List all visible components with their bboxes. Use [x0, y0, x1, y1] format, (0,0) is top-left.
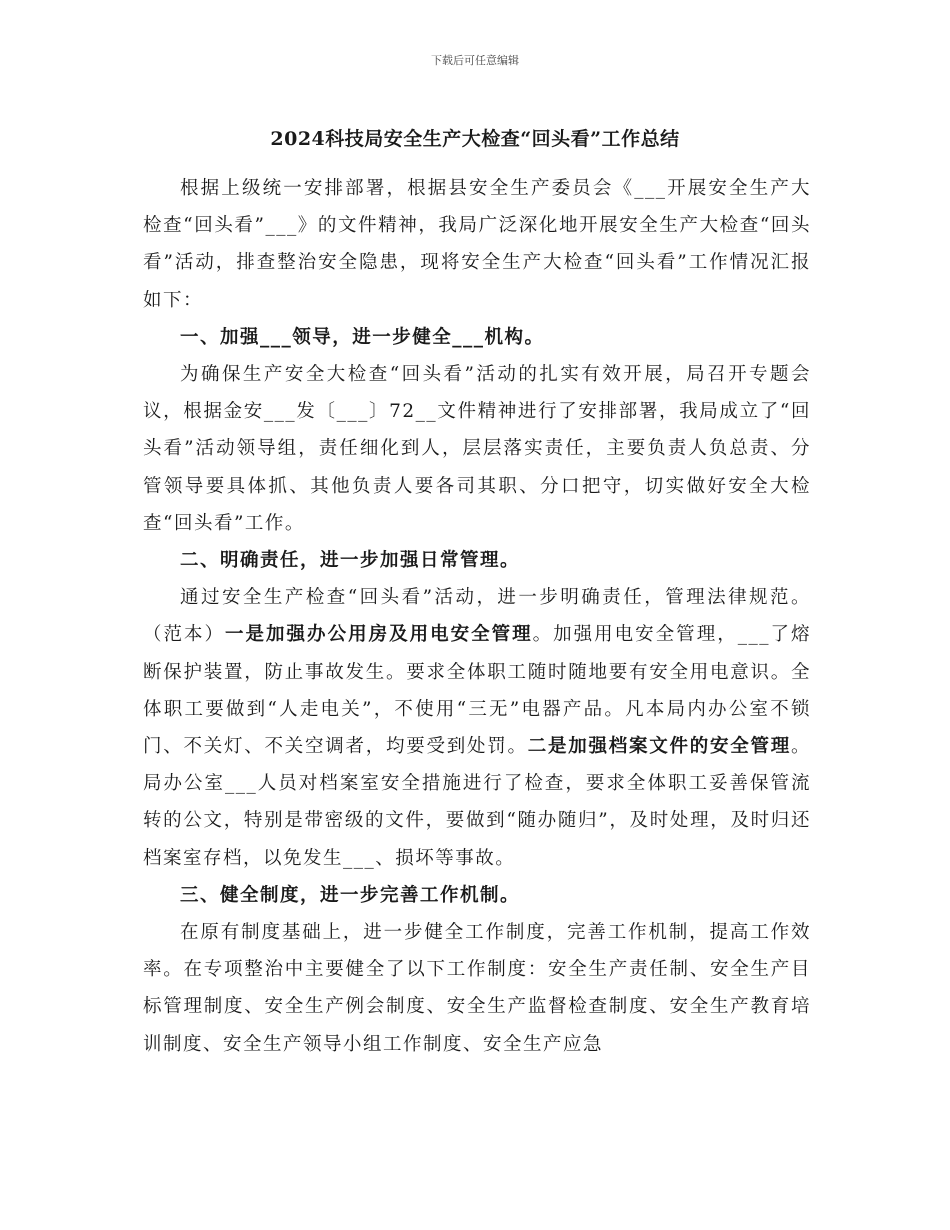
section-heading-2: 二、明确责任，进一步加强日常管理。 [180, 550, 521, 572]
intro-paragraph: 根据上级统一安排部署，根据县安全生产委员会《___开展安全生产大检查“回头看”___》的文件精神，我局广泛深化地开展安全生产大检查“回头看”活动，排查整治安全隐患，现将安全生产大检查“回头看”工作情况汇报如下： [143, 178, 811, 311]
section-heading-3: 三、健全制度，进一步完善工作机制。 [180, 884, 521, 906]
point-one-bold-text: 一是加强办公用房及用电安全管理 [225, 624, 533, 646]
section-2-paragraph [143, 579, 811, 877]
document-body [143, 170, 811, 1063]
section-3-paragraph: 在原有制度基础上，进一步健全工作制度，完善工作机制，提高工作效率。在专项整治中主要健全了以下工作制度：安全生产责任制、安全生产目标管理制度、安全生产例会制度、安全生产监督检查制度、安全生产教育培训制度、安全生产领导小组工作制度、安全生产应急 [143, 922, 811, 1055]
page-header-note: 下载后可任意编辑 [431, 54, 519, 67]
section-1-paragraph: 为确保生产安全大检查“回头看”活动的扎实有效开展，局召开专题会议，根据金安___发〔___〕72__文件精神进行了安排部署，我局成立了“回头看”活动领导组，责任细化到人，层层落实责任，主要负责人负总责、分管领导要具体抓、其他负责人要各司其职、分口把守，切实做好安全大检查“回头看”工作。 [143, 364, 811, 534]
point-two-bold-text: 二是加强档案文件的安全管理 [527, 736, 791, 758]
point-two-text: 。局办公室___人员对档案室安全措施进行了检查，要求全体职工妥善保管流转的公文，特别是带密级的文件，要做到“随办随归”，及时处理，及时归还档案室存档，以免发生___、损坏等事故。 [143, 736, 811, 869]
point-one-text: 。加强用电安全管理，___了熔断保护装置，防止事故发生。要求全体职工随时随地要有安全用电意识。全体职工要做到“人走电关”，不使用“三无”电器产品。凡本局内办公室不锁门、不关灯、不关空调者，均要受到处罚。 [143, 624, 811, 758]
section-2-lead-text: 通过安全生产检查“回头看”活动，进一步明确责任，管理法律规范。（范本） [143, 587, 811, 646]
document-title: 2024科技局安全生产大检查“回头看”工作总结 [270, 128, 680, 150]
section-heading-1: 一、加强___领导，进一步健全___机构。 [180, 326, 545, 348]
